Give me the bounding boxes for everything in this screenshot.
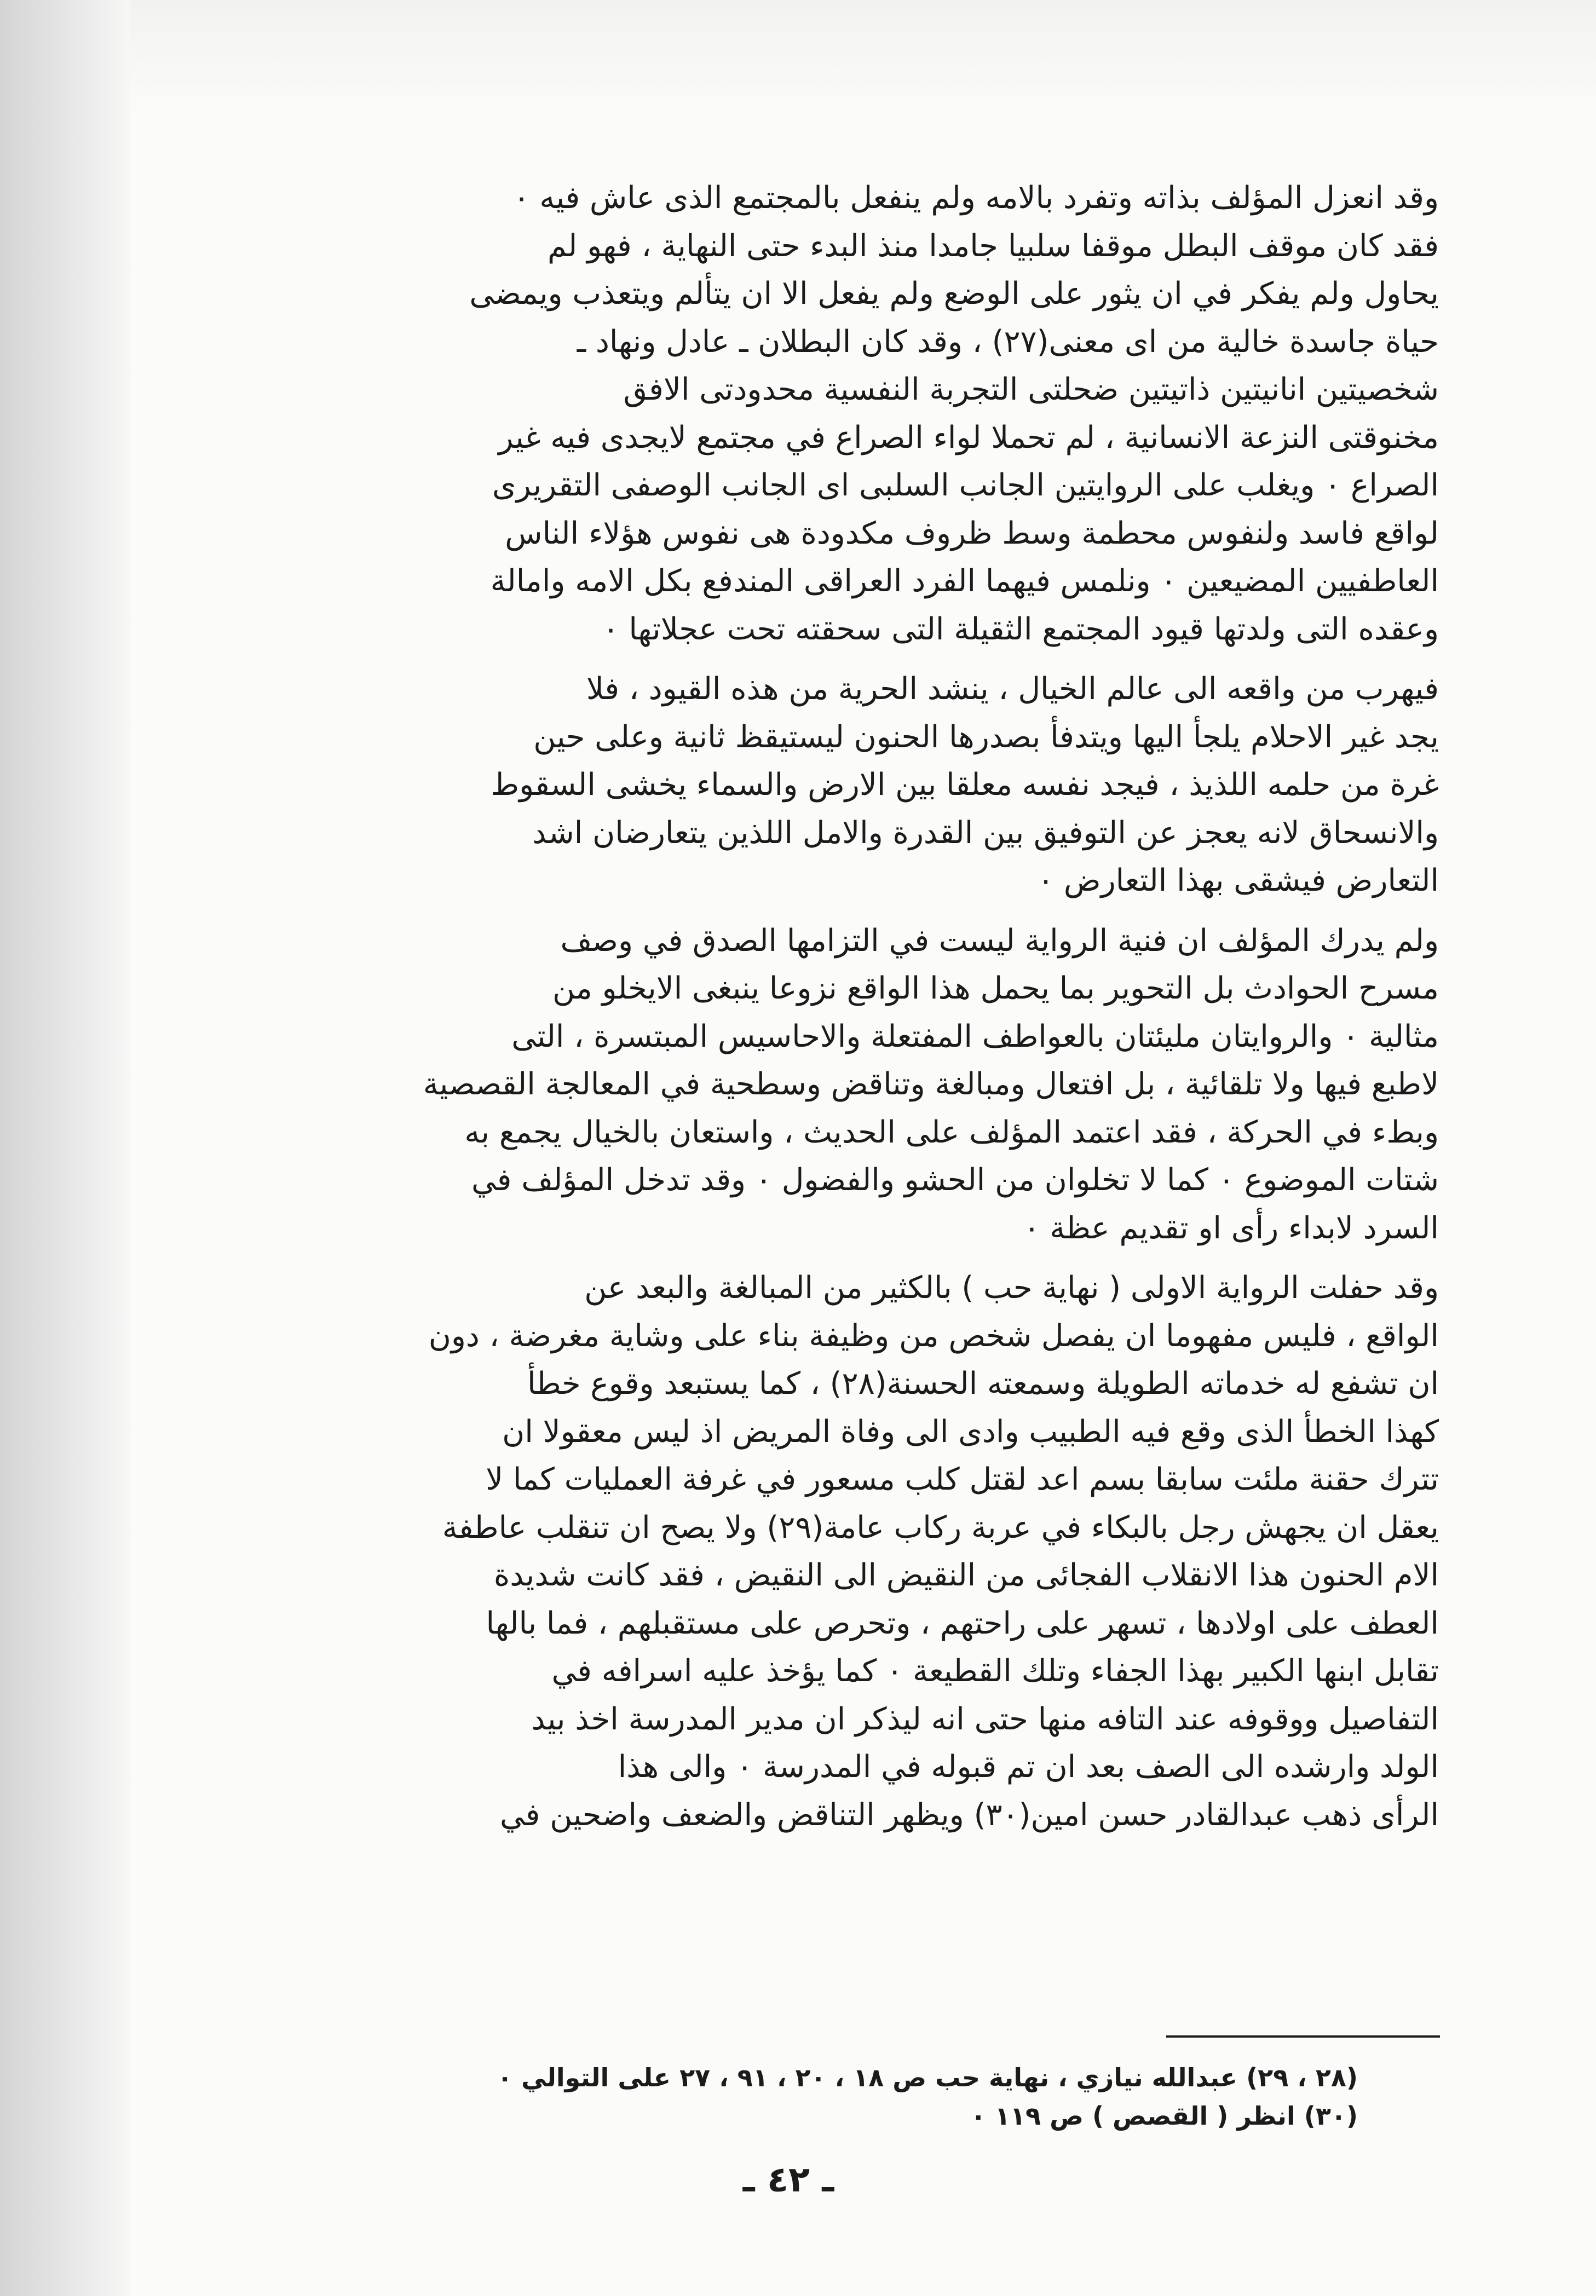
- text-line: ولم يدرك المؤلف ان فنية الرواية ليست في التزامها الصدق في وصف: [560, 922, 1439, 959]
- paragraph-3: [181, 917, 1439, 1253]
- text-line: التعارض فيشقى بهذا التعارض ٠: [1038, 863, 1439, 898]
- text-line: وبطء في الحركة ، فقد اعتمد المؤلف على الحديث ، واستعان بالخيال يجمع به: [464, 1114, 1439, 1150]
- footnote-separator: [1166, 2035, 1440, 2038]
- text-line: الولد وارشده الى الصف بعد ان تم قبوله في المدرسة ٠ والى هذا: [618, 1749, 1439, 1785]
- text-line: مخنوقتى النزعة الانسانية ، لم تحملا لواء الصراع في مجتمع لايجدى فيه غير: [498, 419, 1439, 455]
- text-line: الام الحنون هذا الانقلاب الفجائى من النقيض الى النقيض ، فقد كانت شديدة: [493, 1557, 1439, 1593]
- text-line: يحاول ولم يفكر في ان يثور على الوضع ولم يفعل الا ان يتألم ويتعذب ويمضى: [469, 276, 1439, 311]
- text-line: تترك حقنة ملئت سابقا بسم اعد لقتل كلب مسعور في غرفة العمليات كما لا: [486, 1462, 1439, 1497]
- footnote: (٣٠) انظر ( القصص ) ص ١١٩ ٠: [970, 2101, 1358, 2131]
- footnotes: [164, 2058, 1358, 2135]
- text-line: مثالية ٠ والروايتان مليئتان بالعواطف المفتعلة والاحاسيس المبتسرة ، التى: [511, 1018, 1439, 1054]
- page-number: ـ ٤٢ ـ: [742, 2160, 834, 2200]
- text-line: وقد انعزل المؤلف بذاته وتفرد بالامه ولم ينفعل بالمجتمع الذى عاش فيه ٠: [513, 180, 1439, 216]
- text-line: تقابل ابنها الكبير بهذا الجفاء وتلك القطيعة ٠ كما يؤخذ عليه اسرافه في: [551, 1653, 1439, 1689]
- text-line: والانسحاق لانه يعجز عن التوفيق بين القدرة والامل اللذين يتعارضان اشد: [532, 815, 1439, 851]
- text-line: وقد حفلت الرواية الاولى ( نهاية حب ) بالكثير من المبالغة والبعد عن: [584, 1270, 1439, 1306]
- text-line: العطف على اولادها ، تسهر على راحتهم ، وتحرص على مستقبلهم ، فما بالها: [486, 1605, 1439, 1641]
- text-line: غرة من حلمه اللذيذ ، فيجد نفسه معلقا بين الارض والسماء يخشى السقوط: [491, 767, 1439, 803]
- text-line: حياة جاسدة خالية من اى معنى(٢٧) ، وقد كان البطلان ـ عادل ونهاد ـ: [577, 324, 1439, 360]
- text-line: الواقع ، فليس مفهوما ان يفصل شخص من وظيفة بناء على وشاية مغرضة ، دون: [428, 1318, 1439, 1354]
- body-text: [181, 174, 1439, 1839]
- text-line: السرد لابداء رأى او تقديم عظة ٠: [1023, 1210, 1439, 1246]
- text-line: لواقع فاسد ولنفوس محطمة وسط ظروف مكدودة هى نفوس هؤلاء الناس: [505, 515, 1439, 551]
- text-line: يجد غير الاحلام يلجأ اليها ويتدفأ بصدرها الحنون ليستيقظ ثانية وعلى حين: [533, 719, 1439, 755]
- text-line: الصراع ٠ ويغلب على الروايتين الجانب السلبى اى الجانب الوصفى التقريرى: [492, 468, 1439, 503]
- scan-top-shade: [130, 0, 1596, 115]
- text-line: كهذا الخطأ الذى وقع فيه الطبيب وادى الى وفاة المريض اذ ليس معقولا ان: [502, 1414, 1439, 1450]
- paragraph-1: [181, 174, 1439, 653]
- scan-shadow-edge: [0, 0, 130, 2296]
- footnote: (٢٨ ، ٢٩) عبدالله نيازي ، نهاية حب ص ١٨ ، ٢٠ ، ٩١ ، ٢٧ على التوالي ٠: [497, 2063, 1358, 2092]
- text-line: العاطفيين المضيعين ٠ ونلمس فيهما الفرد العراقى المندفع بكل الامه وامالة: [490, 563, 1439, 599]
- text-line: مسرح الحوادث بل التحوير بما يحمل هذا الواقع نزوعا ينبغى الايخلو من: [552, 971, 1439, 1006]
- text-line: يعقل ان يجهش رجل بالبكاء في عربة ركاب عامة(٢٩) ولا يصح ان تنقلب عاطفة: [442, 1509, 1439, 1545]
- text-line: وعقده التى ولدتها قيود المجتمع الثقيلة التى سحقته تحت عجلاتها ٠: [602, 611, 1439, 647]
- text-line: التفاصيل ووقوفه عند التافه منها حتى انه ليذكر ان مدير المدرسة اخذ بيد: [531, 1701, 1439, 1737]
- text-line: شخصيتين انانيتين ذاتيتين ضحلتى التجربة النفسية محدودتى الافق: [623, 372, 1439, 407]
- text-line: فيهرب من واقعه الى عالم الخيال ، ينشد الحرية من هذه القيود ، فلا: [586, 671, 1439, 707]
- paragraph-4: [181, 1264, 1439, 1839]
- text-line: فقد كان موقف البطل موقفا سلبيا جامدا منذ البدء حتى النهاية ، فهو لم: [548, 228, 1439, 264]
- text-line: الرأى ذهب عبدالقادر حسن امين(٣٠) ويظهر التناقض والضعف واضحين في: [499, 1797, 1439, 1833]
- text-line: ان تشفع له خدماته الطويلة وسمعته الحسنة(٢٨) ، كما يستبعد وقوع خطأ: [527, 1366, 1439, 1401]
- text-line: شتات الموضوع ٠ كما لا تخلوان من الحشو والفضول ٠ وقد تدخل المؤلف في: [471, 1162, 1439, 1198]
- paragraph-2: [181, 665, 1439, 905]
- text-line: لاطبع فيها ولا تلقائية ، بل افتعال ومبالغة وتناقض وسطحية في المعالجة القصصية: [423, 1066, 1439, 1102]
